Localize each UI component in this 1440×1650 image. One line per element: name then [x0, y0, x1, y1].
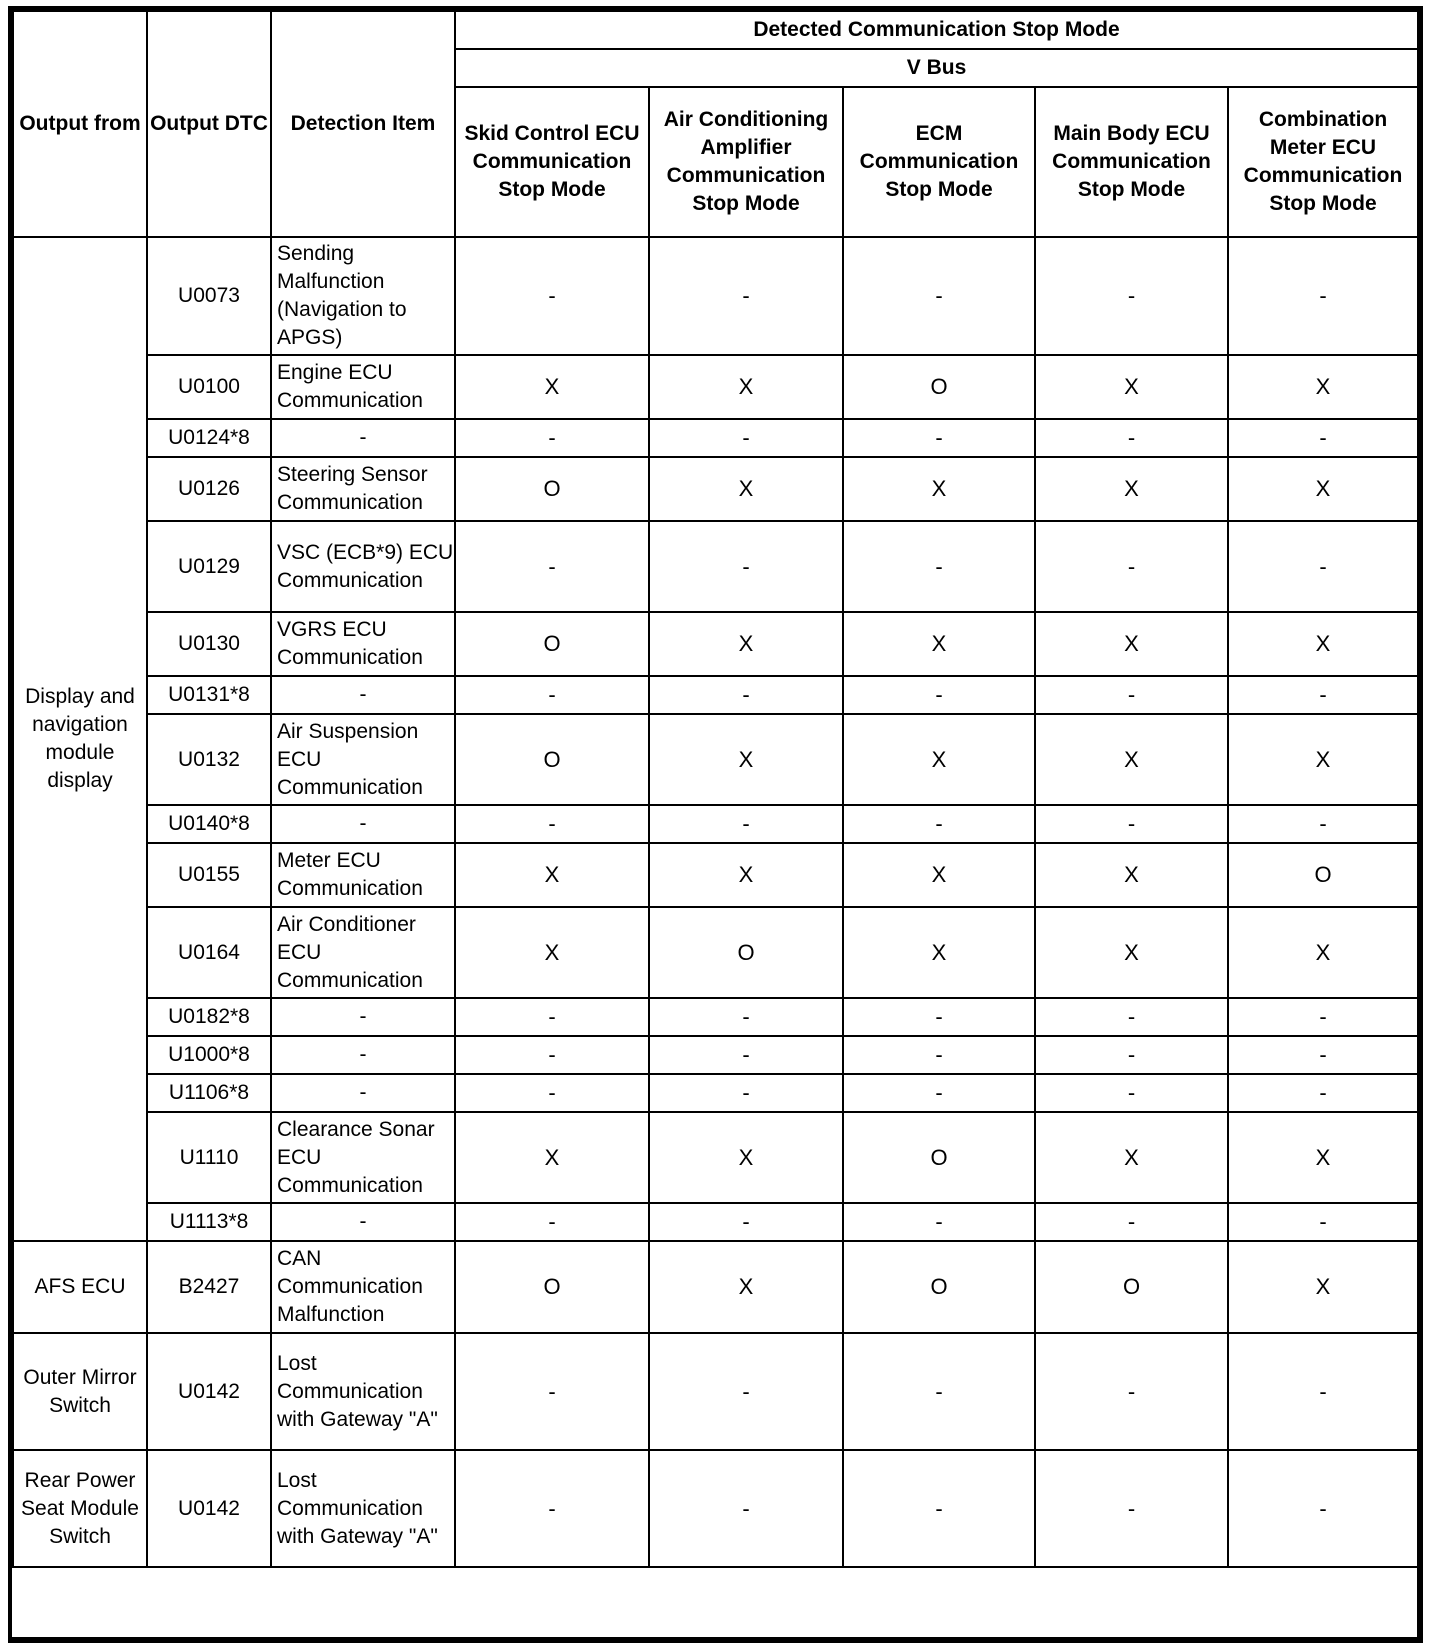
dtc-cell: U0142 — [147, 1333, 271, 1450]
mode-cell: X — [649, 457, 843, 521]
header-col-air-conditioning: Air Conditioning Amplifier Communication Stop Mode — [649, 87, 843, 237]
mode-cell: - — [455, 1450, 649, 1567]
mode-cell: - — [649, 1203, 843, 1241]
mode-cell: - — [1228, 521, 1418, 612]
table-row — [13, 1036, 1418, 1074]
detection-item-cell: - — [271, 676, 455, 714]
mode-cell: X — [1035, 355, 1228, 419]
table-row — [13, 1074, 1418, 1112]
dtc-cell: U0124*8 — [147, 419, 271, 457]
detection-item-cell: Air Suspension ECU Communication — [271, 714, 455, 805]
mode-cell: - — [1228, 1036, 1418, 1074]
mode-cell: O — [649, 907, 843, 998]
table-body — [13, 237, 1418, 1567]
mode-cell: O — [843, 355, 1035, 419]
header-detection-item: Detection Item — [271, 11, 455, 237]
mode-cell: - — [1035, 1333, 1228, 1450]
detection-item-cell: Air Conditioner ECU Communication — [271, 907, 455, 998]
mode-cell: O — [455, 612, 649, 676]
header-output-from: Output from — [13, 11, 147, 237]
mode-cell: X — [649, 1241, 843, 1333]
mode-cell: O — [455, 1241, 649, 1333]
table-row — [13, 1241, 1418, 1333]
detection-item-cell: - — [271, 998, 455, 1036]
table-row — [13, 1333, 1418, 1450]
mode-cell: - — [843, 237, 1035, 355]
mode-cell: X — [455, 907, 649, 998]
mode-cell: X — [843, 457, 1035, 521]
dtc-cell: U0155 — [147, 843, 271, 907]
mode-cell: X — [1035, 1112, 1228, 1203]
dtc-cell: U1113*8 — [147, 1203, 271, 1241]
output-from-cell: AFS ECU — [13, 1241, 147, 1333]
mode-cell: - — [843, 805, 1035, 843]
mode-cell: X — [455, 843, 649, 907]
mode-cell: X — [649, 612, 843, 676]
mode-cell: - — [649, 805, 843, 843]
mode-cell: - — [1228, 1074, 1418, 1112]
mode-cell: - — [843, 998, 1035, 1036]
table-row — [13, 998, 1418, 1036]
detection-item-cell: Meter ECU Communication — [271, 843, 455, 907]
mode-cell: O — [843, 1241, 1035, 1333]
detection-item-cell: Engine ECU Communication — [271, 355, 455, 419]
mode-cell: X — [1035, 714, 1228, 805]
mode-cell: - — [1228, 1333, 1418, 1450]
mode-cell: X — [1035, 612, 1228, 676]
header-col-combination-meter: Combination Meter ECU Communication Stop Mode — [1228, 87, 1418, 237]
mode-cell: - — [455, 676, 649, 714]
dtc-cell: U1110 — [147, 1112, 271, 1203]
detection-item-cell: Steering Sensor Communication — [271, 457, 455, 521]
mode-cell: - — [455, 1074, 649, 1112]
mode-cell: - — [843, 1333, 1035, 1450]
mode-cell: - — [649, 1074, 843, 1112]
mode-cell: - — [1035, 1450, 1228, 1567]
mode-cell: - — [843, 521, 1035, 612]
output-from-cell: Rear Power Seat Module Switch — [13, 1450, 147, 1567]
mode-cell: - — [649, 1036, 843, 1074]
mode-cell: - — [1228, 805, 1418, 843]
dtc-stop-mode-table — [12, 10, 1419, 1568]
detection-item-cell: CAN Communication Malfunction — [271, 1241, 455, 1333]
header-detected-mode: Detected Communication Stop Mode — [455, 11, 1418, 49]
mode-cell: - — [843, 1450, 1035, 1567]
header-col-main-body: Main Body ECU Communication Stop Mode — [1035, 87, 1228, 237]
mode-cell: - — [1035, 1036, 1228, 1074]
mode-cell: - — [1228, 998, 1418, 1036]
header-col-ecm: ECM Communication Stop Mode — [843, 87, 1035, 237]
mode-cell: - — [1228, 1450, 1418, 1567]
mode-cell: - — [649, 1333, 843, 1450]
table-row — [13, 714, 1418, 805]
mode-cell: X — [649, 1112, 843, 1203]
detection-item-cell: - — [271, 1036, 455, 1074]
mode-cell: - — [649, 237, 843, 355]
dtc-cell: U1000*8 — [147, 1036, 271, 1074]
detection-item-cell: Lost Communication with Gateway "A" — [271, 1333, 455, 1450]
detection-item-cell: Clearance Sonar ECU Communication — [271, 1112, 455, 1203]
mode-cell: - — [843, 1036, 1035, 1074]
mode-cell: - — [455, 419, 649, 457]
mode-cell: - — [1228, 676, 1418, 714]
mode-cell: X — [1228, 907, 1418, 998]
mode-cell: X — [1228, 612, 1418, 676]
table-row — [13, 457, 1418, 521]
mode-cell: X — [1228, 1112, 1418, 1203]
mode-cell: - — [455, 1203, 649, 1241]
mode-cell: X — [843, 907, 1035, 998]
detection-item-cell: VSC (ECB*9) ECU Communication — [271, 521, 455, 612]
mode-cell: X — [649, 843, 843, 907]
mode-cell: - — [455, 805, 649, 843]
mode-cell: - — [649, 998, 843, 1036]
mode-cell: - — [455, 237, 649, 355]
mode-cell: X — [649, 355, 843, 419]
mode-cell: X — [1228, 355, 1418, 419]
table-row — [13, 805, 1418, 843]
mode-cell: - — [455, 998, 649, 1036]
mode-cell: X — [455, 355, 649, 419]
mode-cell: - — [1035, 676, 1228, 714]
mode-cell: - — [649, 1450, 843, 1567]
table-row — [13, 237, 1418, 355]
dtc-cell: U0164 — [147, 907, 271, 998]
mode-cell: X — [843, 843, 1035, 907]
detection-item-cell: - — [271, 805, 455, 843]
mode-cell: - — [843, 419, 1035, 457]
mode-cell: - — [1228, 419, 1418, 457]
table-row — [13, 521, 1418, 612]
mode-cell: - — [1035, 419, 1228, 457]
dtc-cell: U0131*8 — [147, 676, 271, 714]
table-row — [13, 612, 1418, 676]
detection-item-cell: - — [271, 419, 455, 457]
table-row — [13, 907, 1418, 998]
mode-cell: - — [649, 419, 843, 457]
table-row — [13, 419, 1418, 457]
mode-cell: - — [1035, 521, 1228, 612]
table-row — [13, 1203, 1418, 1241]
table-row — [13, 355, 1418, 419]
dtc-cell: U0100 — [147, 355, 271, 419]
mode-cell: O — [455, 457, 649, 521]
mode-cell: - — [455, 1036, 649, 1074]
mode-cell: O — [1035, 1241, 1228, 1333]
mode-cell: X — [455, 1112, 649, 1203]
table-row — [13, 1450, 1418, 1567]
detection-item-cell: - — [271, 1203, 455, 1241]
mode-cell: - — [649, 521, 843, 612]
mode-cell: - — [455, 1333, 649, 1450]
detection-item-cell: VGRS ECU Communication — [271, 612, 455, 676]
table-row — [13, 843, 1418, 907]
mode-cell: X — [1228, 1241, 1418, 1333]
header-col-skid-control: Skid Control ECU Communication Stop Mode — [455, 87, 649, 237]
dtc-cell: U0126 — [147, 457, 271, 521]
mode-cell: X — [1228, 457, 1418, 521]
mode-cell: O — [455, 714, 649, 805]
output-from-cell: Display and navigation module display — [13, 237, 147, 1241]
mode-cell: X — [1035, 843, 1228, 907]
mode-cell: - — [1035, 1203, 1228, 1241]
mode-cell: O — [843, 1112, 1035, 1203]
table-row — [13, 676, 1418, 714]
detection-item-cell: Lost Communication with Gateway "A" — [271, 1450, 455, 1567]
mode-cell: - — [455, 521, 649, 612]
mode-cell: - — [1228, 1203, 1418, 1241]
header-bus: V Bus — [455, 49, 1418, 87]
mode-cell: - — [1035, 1074, 1228, 1112]
detection-item-cell: Sending Malfunction (Navigation to APGS) — [271, 237, 455, 355]
table-frame — [8, 6, 1423, 1643]
mode-cell: O — [1228, 843, 1418, 907]
mode-cell: - — [1035, 998, 1228, 1036]
mode-cell: - — [1035, 805, 1228, 843]
mode-cell: X — [649, 714, 843, 805]
mode-cell: X — [1035, 907, 1228, 998]
dtc-cell: B2427 — [147, 1241, 271, 1333]
dtc-cell: U0140*8 — [147, 805, 271, 843]
mode-cell: X — [843, 612, 1035, 676]
mode-cell: X — [1035, 457, 1228, 521]
dtc-cell: U0073 — [147, 237, 271, 355]
dtc-cell: U0132 — [147, 714, 271, 805]
header-output-dtc: Output DTC — [147, 11, 271, 237]
mode-cell: X — [843, 714, 1035, 805]
dtc-cell: U0130 — [147, 612, 271, 676]
mode-cell: - — [843, 1074, 1035, 1112]
output-from-cell: Outer Mirror Switch — [13, 1333, 147, 1450]
mode-cell: - — [1228, 237, 1418, 355]
mode-cell: - — [843, 1203, 1035, 1241]
mode-cell: - — [843, 676, 1035, 714]
mode-cell: X — [1228, 714, 1418, 805]
detection-item-cell: - — [271, 1074, 455, 1112]
dtc-cell: U0182*8 — [147, 998, 271, 1036]
dtc-cell: U0142 — [147, 1450, 271, 1567]
table-row — [13, 1112, 1418, 1203]
mode-cell: - — [649, 676, 843, 714]
dtc-cell: U0129 — [147, 521, 271, 612]
mode-cell: - — [1035, 237, 1228, 355]
dtc-cell: U1106*8 — [147, 1074, 271, 1112]
